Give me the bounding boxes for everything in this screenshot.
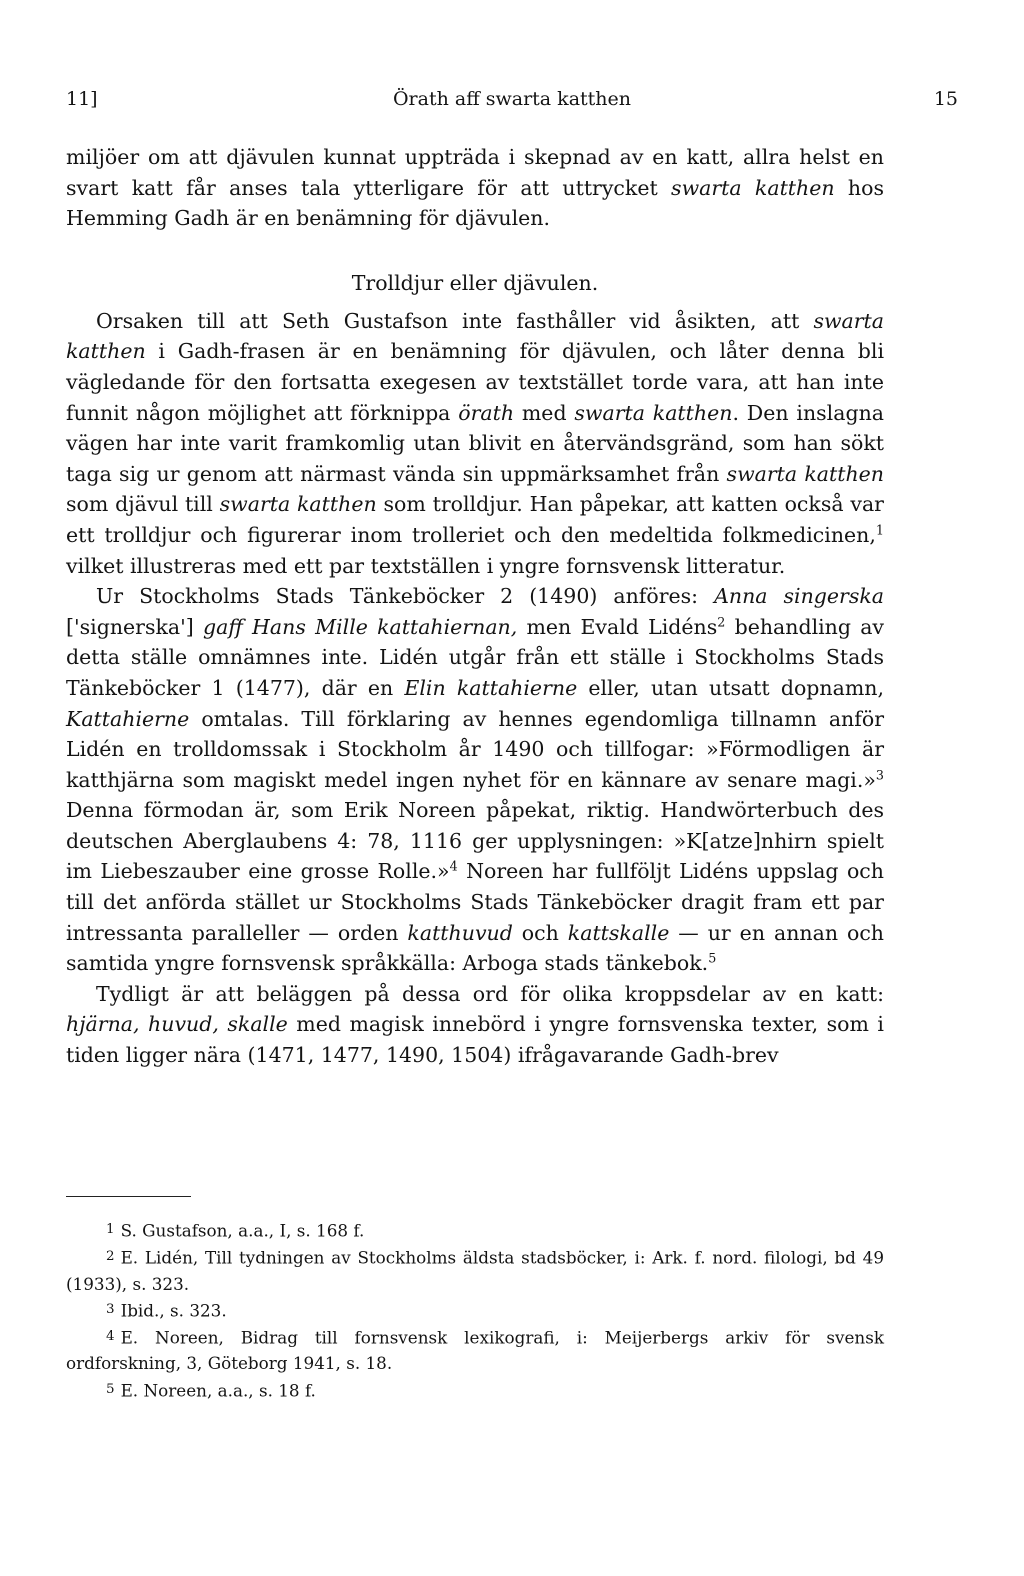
text-run: som trolldjur. Han påpekar, att katten också var ett trolldjur och figurerar inom trolleriet och den medeltida folkmedicinen,: [66, 492, 884, 547]
italic-text: gaff Hans Mille kattahiernan,: [202, 614, 518, 639]
italic-text: swarta katthen: [219, 492, 377, 517]
footnote: [66, 1297, 884, 1324]
footnote-reference: 4: [449, 858, 458, 874]
footnote-mark: 1: [106, 1222, 115, 1237]
footnote: [66, 1324, 884, 1377]
body-text: [66, 142, 884, 1071]
text-run: ['signerska']: [66, 614, 203, 639]
text-run: behandling av detta ställe omnämnes inte. Lidén utgår från ett ställe i Stockholms Stads Tänkeböcker 1 (1477), där en: [66, 614, 885, 700]
footnote-text: E. Noreen, a.a., s. 18 f.: [120, 1380, 316, 1401]
footnote-reference: 1: [875, 522, 884, 538]
italic-text: katthuvud: [407, 920, 513, 945]
footnote: [66, 1377, 884, 1404]
footnote-text: S. Gustafson, a.a., I, s. 168 f.: [120, 1220, 365, 1241]
text-run: Ur Stockholms Stads Tänkeböcker 2 (1490) anföres:: [96, 584, 715, 609]
footnote-reference: 2: [717, 614, 726, 630]
paragraph: [66, 581, 884, 979]
text-run: vilket illustreras med ett par textställen i yngre fornsvensk litteratur.: [66, 553, 786, 578]
italic-text: hjärna, huvud, skalle: [66, 1012, 288, 1037]
footnote-mark: 3: [106, 1301, 115, 1317]
italic-text: swarta katthen: [671, 175, 835, 200]
italic-text: örath: [458, 400, 515, 425]
text-run: — ur en annan och samtida yngre fornsvensk språkkälla: Arboga stads tänkebok.: [66, 920, 884, 976]
paragraph: [66, 979, 884, 1071]
text-run: Denna förmodan är, som Erik Noreen påpekat, riktig. Handwörterbuch des deutschen Aberglaubens 4: 78, 1116 ger upplysningen: »K[atze]nhirn spielt im Liebeszauber eine grosse Rolle.»: [66, 798, 884, 884]
footnote-reference: 3: [875, 767, 884, 783]
italic-text: swarta katthen: [726, 461, 884, 486]
italic-text: kattskalle: [567, 920, 670, 945]
paragraph: [66, 142, 884, 234]
page-number: 15: [933, 88, 958, 110]
footnote-mark: 5: [106, 1381, 115, 1397]
footnote-text: E. Noreen, Bidrag till fornsvensk lexikografi, i: Meijerbergs arkiv för svensk ordforskning, 3, Göteborg 1941, s. 18.: [66, 1327, 884, 1374]
text-run: miljöer om att djävulen kunnat uppträda i skepnad av en katt, allra helst en svart katt får anses tala ytterligare för att uttrycket: [66, 145, 884, 200]
italic-text: swarta katthen: [574, 400, 733, 425]
text-run: men Evald Lidéns: [517, 614, 718, 639]
text-run: Orsaken till att Seth Gustafson inte fasthåller vid åsikten, att: [96, 308, 814, 333]
footnote: [66, 1217, 884, 1244]
text-run: . Den inslagna vägen har inte varit framkomlig utan blivit en återvändsgränd, som han sökt taga sig ur genom att närmast vända sin uppmärksamhet från: [66, 400, 884, 486]
running-head: [66, 88, 958, 118]
text-run: Noreen har fullföljt Lidéns uppslag och till det anförda stället ur Stockholms Stads Tänkeböcker dragit fram ett par intressanta paralleller — orden: [66, 859, 884, 945]
footnote: [66, 1244, 884, 1297]
section-heading: Trolldjur eller djävulen.: [351, 270, 599, 295]
footnote-text: Ibid., s. 323.: [120, 1300, 227, 1321]
text-run: Tydligt är att beläggen på dessa ord för olika kroppsdelar av en katt:: [96, 981, 884, 1006]
section-marker: 11]: [66, 88, 98, 110]
running-title: Örath aff swarta katthen: [392, 88, 632, 110]
text-run: med magisk innebörd i yngre fornsvenska texter, som i tiden ligger nära (1471, 1477, 1490, 1504) ifrågavarande Gadh-brev: [66, 1012, 884, 1068]
text-run: och: [512, 920, 568, 945]
footnote-mark: 4: [106, 1328, 115, 1344]
text-run: i Gadh-frasen är en benämning för djävulen, och låter denna bli vägledande för den fortsatta exegesen av textstället torde vara, att han inte funnit någon möjlighet att förknippa: [66, 339, 884, 425]
footnotes: [66, 1217, 884, 1404]
text-run: eller, utan utsatt dopnamn,: [577, 675, 884, 700]
text-run: med: [514, 400, 575, 425]
text-run: hos Hemming Gadh är en benämning för djävulen.: [66, 175, 884, 231]
italic-text: swarta katthen: [66, 308, 884, 364]
footnote-text: E. Lidén, Till tydningen av Stockholms äldsta stadsböcker, i: Ark. f. nord. filologi, bd 49 (1933), s. 323.: [66, 1247, 884, 1294]
italic-text: Elin kattahierne: [404, 675, 578, 700]
paragraph: [66, 306, 884, 581]
text-run: som djävul till: [66, 492, 220, 517]
footnote-mark: 2: [106, 1248, 115, 1264]
italic-text: Kattahierne: [66, 706, 190, 731]
footnote-rule: [66, 1196, 191, 1197]
footnote-reference: 5: [708, 950, 717, 966]
text-run: omtalas. Till förklaring av hennes egendomliga tillnamn anför Lidén en trolldomssak i Stockholm år 1490 och tillfogar: »Förmodligen är katthjärna som magiskt medel ingen nyhet för en kännare av senare magi.»: [66, 706, 884, 792]
italic-text: Anna singerska: [714, 584, 884, 609]
